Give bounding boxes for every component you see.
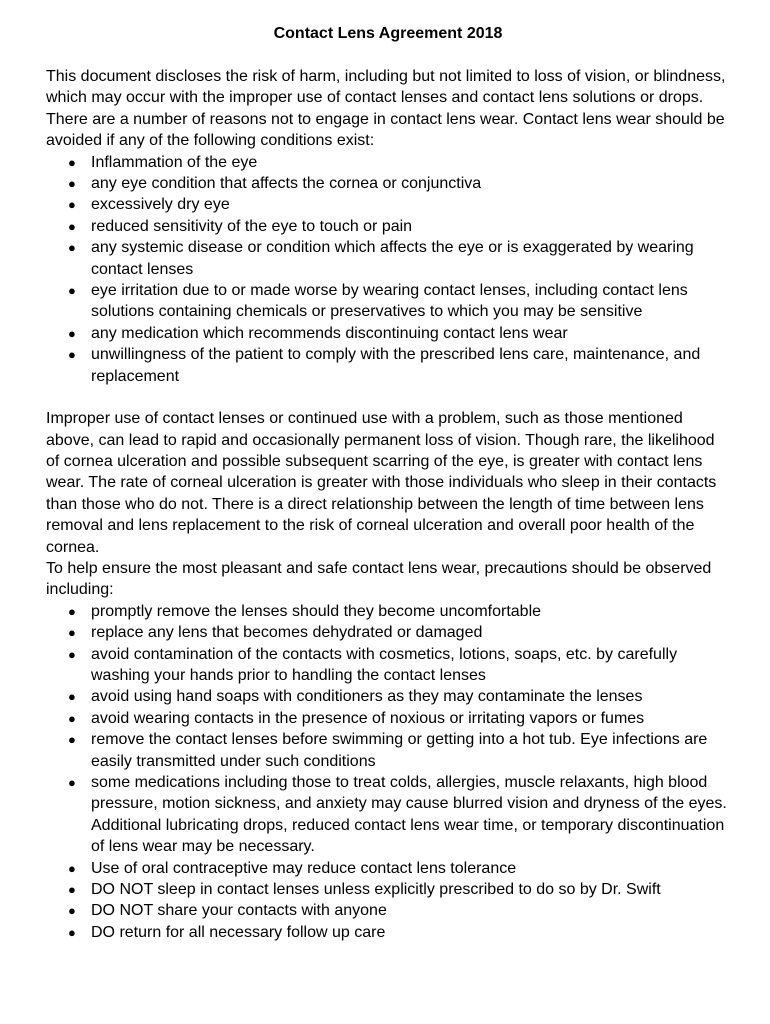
- bullet-icon: ●: [68, 197, 76, 213]
- bullet-icon: ●: [68, 347, 76, 363]
- list-item-text: promptly remove the lenses should they become uncomfortable: [91, 602, 542, 620]
- list-item-text: unwillingness of the patient to comply with the prescribed lens care, maintenance, and replacement: [91, 346, 701, 385]
- bullet-icon: ●: [68, 154, 76, 170]
- list-item: [46, 173, 730, 194]
- list-item-text: avoid contamination of the contacts with cosmetics, lotions, soaps, etc. by carefully washing your hands prior to handling the contact lenses: [91, 645, 678, 684]
- list-item: [46, 772, 730, 858]
- list-item-text: Inflammation of the eye: [91, 153, 258, 171]
- list-item: [46, 686, 730, 707]
- list-item-text: reduced sensitivity of the eye to touch or pain: [91, 217, 413, 235]
- bullet-icon: ●: [68, 283, 76, 299]
- bullet-icon: ●: [68, 882, 76, 898]
- list-item: [46, 858, 730, 879]
- list-item-text: excessively dry eye: [91, 196, 230, 214]
- list-item: [46, 879, 730, 900]
- list-item-text: DO NOT share your contacts with anyone: [91, 902, 387, 920]
- list-item: [46, 729, 730, 772]
- bullet-icon: ●: [68, 176, 76, 192]
- bullet-icon: ●: [68, 646, 76, 662]
- list-item: [46, 216, 730, 237]
- list-item: [46, 152, 730, 173]
- bullet-icon: ●: [68, 325, 76, 341]
- list-item-text: Use of oral contraceptive may reduce contact lens tolerance: [91, 859, 517, 877]
- list-item-text: replace any lens that becomes dehydrated or damaged: [91, 624, 483, 642]
- list-item: [46, 922, 730, 943]
- bullet-icon: ●: [68, 860, 76, 876]
- list-item: [46, 237, 730, 280]
- list-item-text: any eye condition that affects the cornea or conjunctiva: [91, 175, 482, 193]
- list-item: [46, 344, 730, 387]
- list-item: [46, 280, 730, 323]
- risk-paragraph: Improper use of contact lenses or continued use with a problem, such as those mentioned above, can lead to rapid and occasionally permanent loss of vision. Though rare, the likelihood of cornea ulceration and possible subsequent scarring of the eye, is greater with contact lens wear. The rate of corneal ulceration is greater with those individuals who sleep in their contacts than those who do not. There is a direct relationship between the length of time between lens removal and lens replacement to the risk of corneal ulceration and overall poor health of the cornea.: [46, 410, 717, 556]
- document-title: Contact Lens Agreement 2018: [273, 25, 503, 42]
- bullet-icon: ●: [68, 775, 76, 790]
- bullet-icon: ●: [68, 603, 76, 619]
- paragraph-spacer: [46, 387, 730, 408]
- bullet-icon: ●: [68, 218, 76, 234]
- list-item-text: eye irritation due to or made worse by wearing contact lenses, including contact lens solutions containing chemicals or preservatives to which you may be sensitive: [91, 282, 688, 321]
- bullet-icon: ●: [68, 732, 76, 748]
- bullet-icon: ●: [68, 689, 76, 705]
- precautions-intro: To help ensure the most pleasant and safe contact lens wear, precautions should be observed including:: [46, 559, 712, 599]
- bullet-icon: ●: [68, 710, 76, 726]
- list-item-text: any systemic disease or condition which affects the eye or is exaggerated by wearing contact lenses: [91, 239, 694, 278]
- intro-paragraph: This document discloses the risk of harm, including but not limited to loss of vision, or blindness, which may occur with the improper use of contact lenses and contact lens solutions or drops. There are a number of reasons not to engage in contact lens wear. Contact lens wear should be avoided if any of the following conditions exist:: [46, 68, 726, 150]
- precautions-list: [46, 601, 730, 944]
- list-item-text: DO NOT sleep in contact lenses unless explicitly prescribed to do so by Dr. Swift: [91, 881, 661, 899]
- list-item-text: some medications including those to treat colds, allergies, muscle relaxants, high blood pressure, motion sickness, and anxiety may cause blurred vision and dryness of the eyes. Additional lubricating drops, reduced contact lens wear time, or temporary discontinuation of lens wear may be necessary.: [91, 774, 727, 856]
- list-item: [46, 622, 730, 643]
- bullet-icon: ●: [68, 625, 76, 641]
- list-item-text: remove the contact lenses before swimming or getting into a hot tub. Eye infections are easily transmitted under such conditions: [91, 731, 708, 770]
- list-item: [46, 708, 730, 729]
- list-item: [46, 323, 730, 344]
- list-item: [46, 194, 730, 215]
- list-item: [46, 900, 730, 921]
- bullet-icon: ●: [68, 903, 76, 919]
- bullet-icon: ●: [68, 924, 76, 940]
- bullet-icon: ●: [68, 240, 76, 256]
- list-item: [46, 644, 730, 687]
- conditions-list: [46, 152, 730, 387]
- list-item-text: any medication which recommends discontinuing contact lens wear: [91, 324, 568, 342]
- list-item: [46, 601, 730, 622]
- list-item-text: avoid using hand soaps with conditioners as they may contaminate the lenses: [91, 688, 643, 706]
- list-item-text: avoid wearing contacts in the presence of noxious or irritating vapors or fumes: [91, 709, 645, 727]
- list-item-text: DO return for all necessary follow up care: [91, 923, 386, 941]
